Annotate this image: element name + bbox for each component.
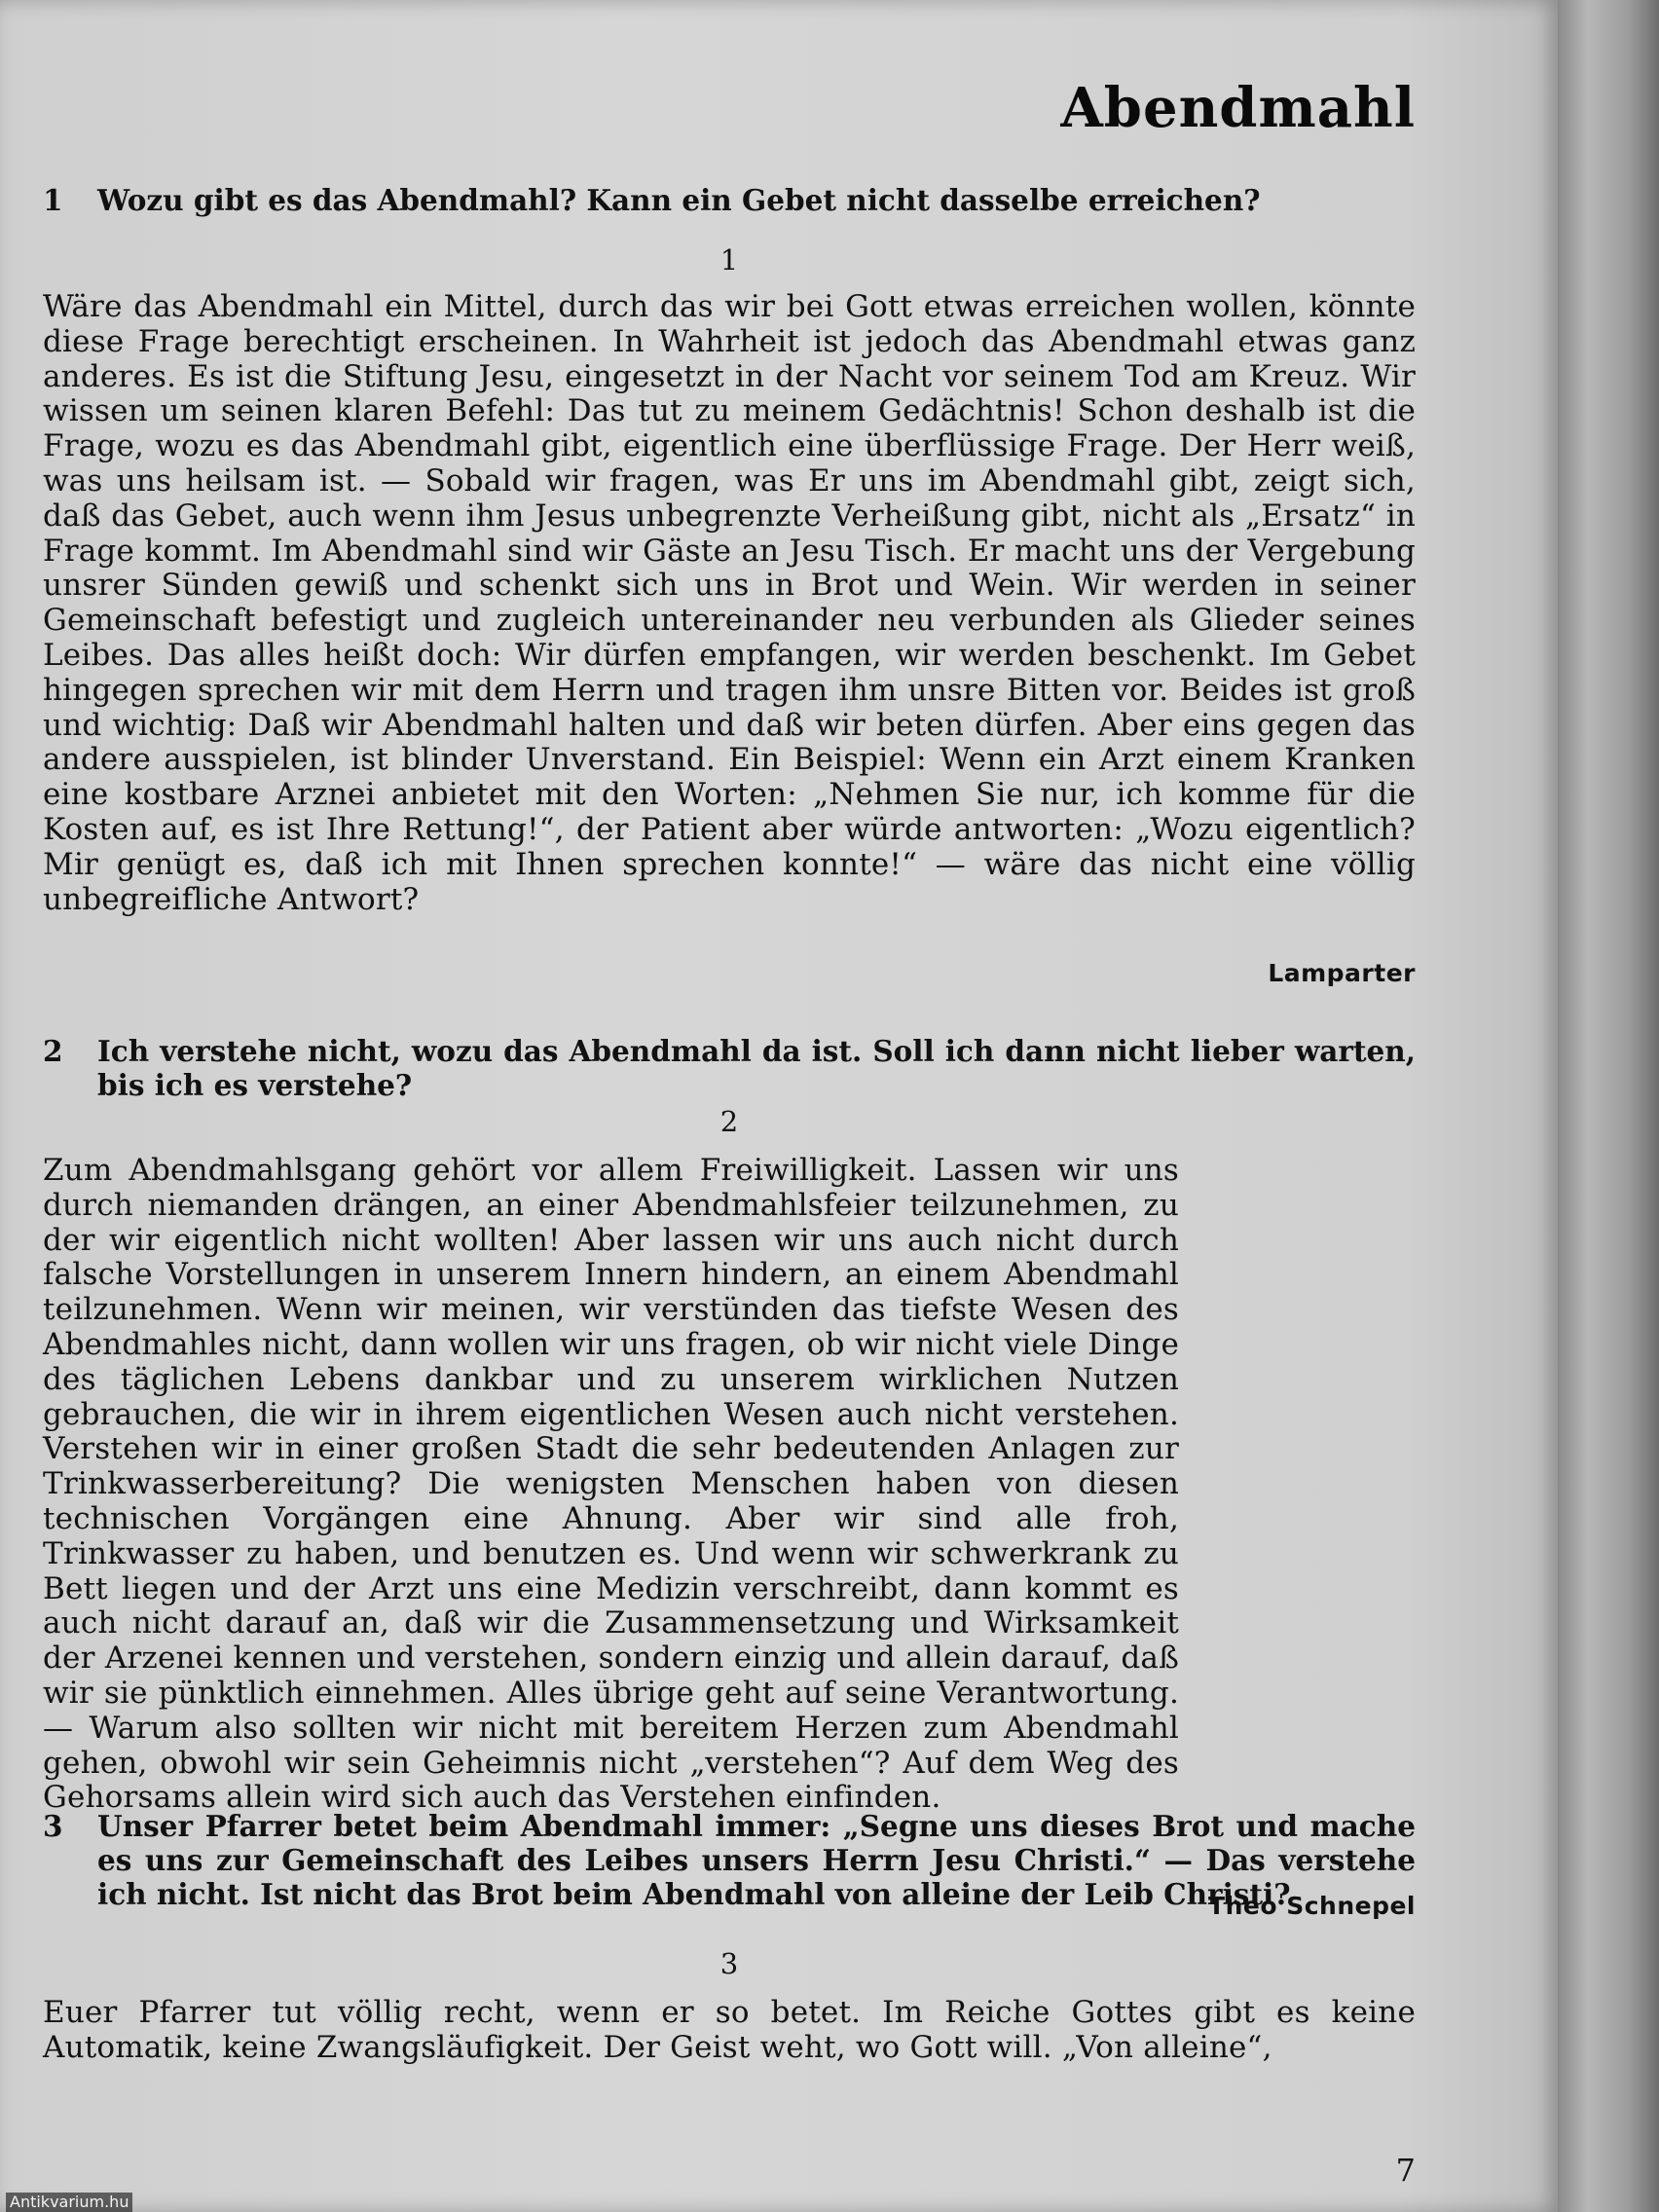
page-title: Abendmahl [1060, 76, 1416, 140]
page-number: 7 [1395, 2152, 1416, 2189]
watermark: Antikvarium.hu [6, 2193, 132, 2212]
question-number: 3 [43, 1809, 63, 1843]
page-edge [1558, 0, 1659, 2212]
question-text: Unser Pfarrer betet beim Abendmahl immer: „Segne uns dieses Brot und mache es uns zur Gemeinschaft des Leibes unsers Herrn Jesu Christi.“ — Das verstehe ich nicht. Ist nicht das Brot beim Abendmahl von alleine der Leib Christi? [97, 1809, 1416, 1911]
question-number: 1 [43, 183, 63, 217]
answer-1-text: Wäre das Abendmahl ein Mittel, durch das wir bei Gott etwas erreichen wollen, könnte diese Frage berechtigt erscheinen. In Wahrheit ist jedoch das Abendmahl etwas ganz anderes. Es ist die Stiftung Jesu, eingesetzt in der Nacht vor seinem Tod am Kreuz. Wir wissen um seinen klaren Befehl: Das tut zu meinem Gedächtnis! Schon deshalb ist die Frage, wozu es das Abendmahl gibt, eigentlich eine überflüssige Frage. Der Herr weiß, was uns heilsam ist. — Sobald wir fragen, was Er uns im Abendmahl gibt, zeigt sich, daß das Gebet, auch wenn ihm Jesus unbegrenzte Verheißung gibt, nicht als „Ersatz“ in Frage kommt. Im Abendmahl sind wir Gäste an Jesu Tisch. Er macht uns der Vergebung unsrer Sünden gewiß und schenkt sich uns in Brot und Wein. Wir werden in seiner Gemeinschaft befestigt und zugleich untereinander neu verbunden als Glieder seines Leibes. Das alles heißt doch: Wir dürfen empfangen, wir werden beschenkt. Im Gebet hingegen sprechen wir mit dem Herrn und tragen ihm unsre Bitten vor. Beides ist groß und wichtig: Daß wir Abendmahl halten und daß wir beten dürfen. Aber eins gegen das andere ausspielen, ist blinder Unverstand. Ein Beispiel: Wenn ein Arzt einem Kranken eine kostbare Arznei anbietet mit den Worten: „Nehmen Sie nur, ich komme für die Kosten auf, es ist Ihre Rettung!“, der Patient aber würde antworten: „Wozu eigentlich? Mir genügt es, daß ich mit Ihnen sprechen konnte!“ — wäre das nicht eine völlig unbegreifliche Antwort? [43, 289, 1416, 917]
question-1 [43, 183, 1416, 217]
author-lamparter: Lamparter [1268, 959, 1416, 987]
question-2 [43, 1034, 1416, 1102]
question-3 [43, 1809, 1416, 1911]
question-text: Ich verstehe nicht, wozu das Abendmahl da ist. Soll ich dann nicht lieber warten, bis ich es verstehe? [97, 1034, 1416, 1102]
answer-number: 1 [719, 243, 739, 276]
answer-3-text: Euer Pfarrer tut völlig recht, wenn er so betet. Im Reiche Gottes gibt es keine Automatik, keine Zwangsläufigkeit. Der Geist weht, wo Gott will. „Von alleine“, [43, 1995, 1416, 2065]
answer-2-body: Zum Abendmahlsgang gehört vor allem Freiwilligkeit. Lassen wir uns durch niemanden drängen, an einer Abendmahlsfeier teilzunehmen, zu der wir eigentlich nicht wollten! Aber lassen wir uns auch nicht durch falsche Vorstellungen in unserem Innern hindern, an einem Abendmahl teilzunehmen. Wenn wir meinen, wir verstünden das tiefste Wesen des Abendmahles nicht, dann wollen wir uns fragen, ob wir nicht viele Dinge des täglichen Lebens dankbar und zu unserem wirklichen Nutzen gebrauchen, die wir in ihrem eigentlichen Wesen auch nicht verstehen. Verstehen wir in einer großen Stadt die sehr bedeutenden Anlagen zur Trinkwasserbereitung? Die wenigsten Menschen haben von diesen technischen Vorgängen eine Ahnung. Aber wir sind alle froh, Trinkwasser zu haben, und benutzen es. Und wenn wir schwerkrank zu Bett liegen und der Arzt uns eine Medizin verschreibt, dann kommt es auch nicht darauf an, daß wir die Zusammensetzung und Wirksamkeit der Arzenei kennen und verstehen, sondern einzig und allein darauf, daß wir sie pünktlich einnehmen. Alles übrige geht auf seine Verantwortung. — Warum also sollten wir nicht mit bereitem Herzen zum Abendmahl gehen, obwohl wir sein Geheimnis nicht „verstehen“? Auf dem Weg des Gehorsams allein wird sich auch das Verstehen einfinden. [43, 1153, 1180, 1816]
answer-number: 2 [719, 1105, 739, 1138]
author-schnepel: Theo Schnepel [1208, 1892, 1416, 1920]
question-text: Wozu gibt es das Abendmahl? Kann ein Gebet nicht dasselbe erreichen? [97, 183, 1261, 217]
answer-number: 3 [719, 1947, 739, 1980]
question-number: 2 [43, 1034, 63, 1068]
